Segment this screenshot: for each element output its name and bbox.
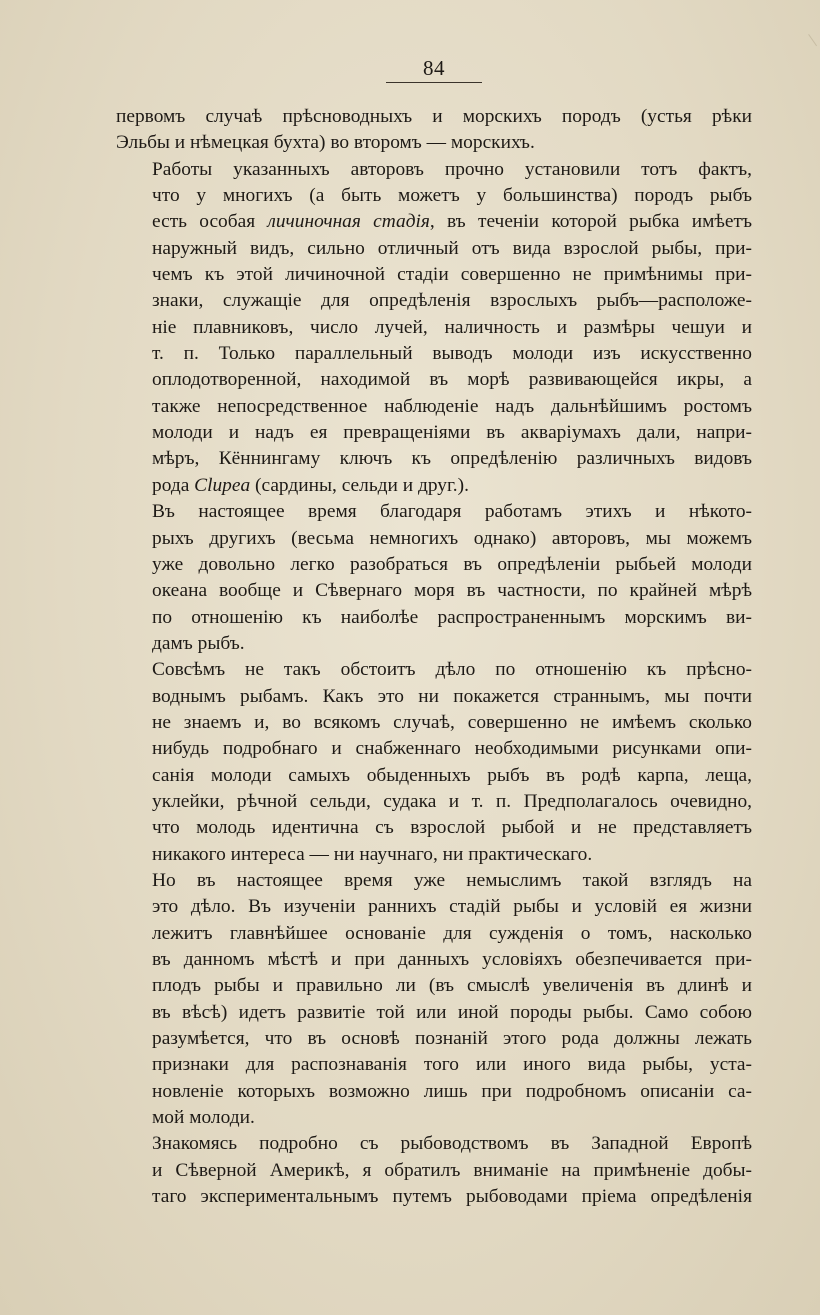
paragraph: [116, 657, 752, 868]
text-line: молоди и надъ ея превращеніями въ аквaріумахъ дали, напри-: [152, 422, 752, 444]
italic-term: Clupea: [194, 474, 251, 496]
paragraph: [116, 157, 752, 499]
text-line: разумѣется, что въ основѣ познаній этого рода должны лежать: [152, 1028, 752, 1050]
text-line: нибудь подробнаго и снабженнаго необходимыми рисунками опи-: [152, 738, 752, 760]
text-line: что молодь идентична съ взрослой рыбой и не представляетъ: [152, 817, 752, 839]
text-line: въ вѣсѣ) идетъ развитіе той или иной породы рыбы. Само собою: [152, 1001, 752, 1023]
text-line: есть особая личиночная стадія, въ теченіи которой рыбка имѣетъ: [152, 211, 752, 233]
text-line: рыхъ другихъ (весьма немногихъ однако) авторовъ, мы можемъ: [152, 527, 752, 549]
text-line: въ данномъ мѣстѣ и при данныхъ условіяхъ обезпечивается при-: [152, 949, 752, 970]
text-line: что у многихъ (а быть можетъ у большинства) породъ рыбъ: [152, 185, 752, 207]
text-line: Работы указанныхъ авторовъ прочно установили тотъ фактъ,: [152, 158, 752, 180]
text-line: знаки, служащіе для опредѣленія взрослыхъ рыбъ—расположе-: [152, 290, 752, 312]
text-line: Эльбы и нѣмецкая бухта) во второмъ — морскихъ.: [116, 132, 535, 154]
body-text: [116, 104, 752, 1210]
text-line: также непосредственное наблюденіе надъ дальнѣйшимъ ростомъ: [152, 395, 752, 417]
paragraph: [116, 868, 752, 1131]
text-line: Но въ настоящее время уже немыслимъ такой взглядъ на: [152, 869, 752, 891]
text-line: плодъ рыбы и правильно ли (въ смыслѣ увеличенія въ длинѣ и: [152, 975, 752, 997]
italic-term: личиночная стадія: [267, 211, 430, 233]
text-line: Совсѣмъ не такъ обстоитъ дѣло по отношенію къ прѣсно-: [152, 659, 752, 681]
text-line: уклейки, рѣчной сельди, судака и т. п. Предполагалось очевидно,: [152, 790, 752, 812]
text-line: первомъ случаѣ прѣсноводныхъ и морскихъ породъ (устья рѣки: [116, 106, 752, 127]
text-line: дамъ рыбъ.: [152, 632, 245, 654]
text-line: по отношенію къ наиболѣе распространеннымъ морскимъ ви-: [152, 606, 752, 628]
text-line: т. п. Только параллельный выводъ молоди изъ искусственно: [152, 343, 752, 365]
text-line: Знакомясь подробно съ рыбоводствомъ въ Западной Европѣ: [152, 1133, 752, 1155]
document-page: [116, 56, 752, 1210]
page-edge-mark: [800, 34, 817, 52]
text-line: никакого интереса — ни научнаго, ни практическаго.: [152, 843, 593, 865]
page-number: 84: [423, 56, 445, 80]
text-line: мѣръ, Кённингаму ключъ къ опредѣленію различныхъ видовъ: [152, 448, 752, 470]
text-line: таго экспериментальнымъ путемъ рыбоводами пріема опредѣленія: [152, 1186, 752, 1208]
paragraph: [116, 1131, 752, 1210]
header-rule: [386, 82, 482, 83]
text-line: рода Clupea (сардины, сельди и друг.).: [152, 474, 469, 496]
paragraph: [116, 499, 752, 657]
text-line: воднымъ рыбамъ. Какъ это ни покажется страннымъ, мы почти: [152, 685, 752, 707]
text-line: мой молоди.: [152, 1107, 255, 1129]
text-line: оплодотворенной, находимой въ морѣ развивающейся икры, а: [152, 369, 752, 391]
text-line: лежитъ главнѣйшее основаніе для сужденія о томъ, насколько: [152, 922, 752, 944]
paragraph: [116, 104, 752, 157]
text-line: чемъ къ этой личиночной стадіи совершенно не примѣнимы при-: [152, 264, 752, 286]
text-line: ніе плавниковъ, число лучей, наличность и размѣры чешуи и: [152, 316, 752, 338]
text-line: новленіе которыхъ возможно лишь при подробномъ описаніи са-: [152, 1080, 752, 1102]
text-line: признаки для распознаванія того или иного вида рыбы, уста-: [152, 1054, 752, 1076]
text-line: океана вообще и Сѣвернаго моря въ частности, по крайней мѣрѣ: [152, 580, 752, 602]
text-line: это дѣло. Въ изученіи раннихъ стадій рыбы и условій ея жизни: [152, 896, 752, 918]
text-line: Въ настоящее время благодаря работамъ этихъ и нѣкото-: [152, 501, 752, 523]
text-line: санія молоди самыхъ обыденныхъ рыбъ въ родѣ карпа, леща,: [152, 764, 752, 786]
text-line: наружный видъ, сильно отличный отъ вида взрослой рыбы, при-: [152, 237, 752, 259]
text-line: уже довольно легко разобраться въ опредѣленіи рыбьей молоди: [152, 553, 752, 575]
text-line: и Сѣверной Америкѣ, я обратилъ вниманіе на примѣненіе добы-: [152, 1159, 752, 1181]
text-line: не знаемъ и, во всякомъ случаѣ, совершенно не имѣемъ сколько: [152, 711, 752, 733]
